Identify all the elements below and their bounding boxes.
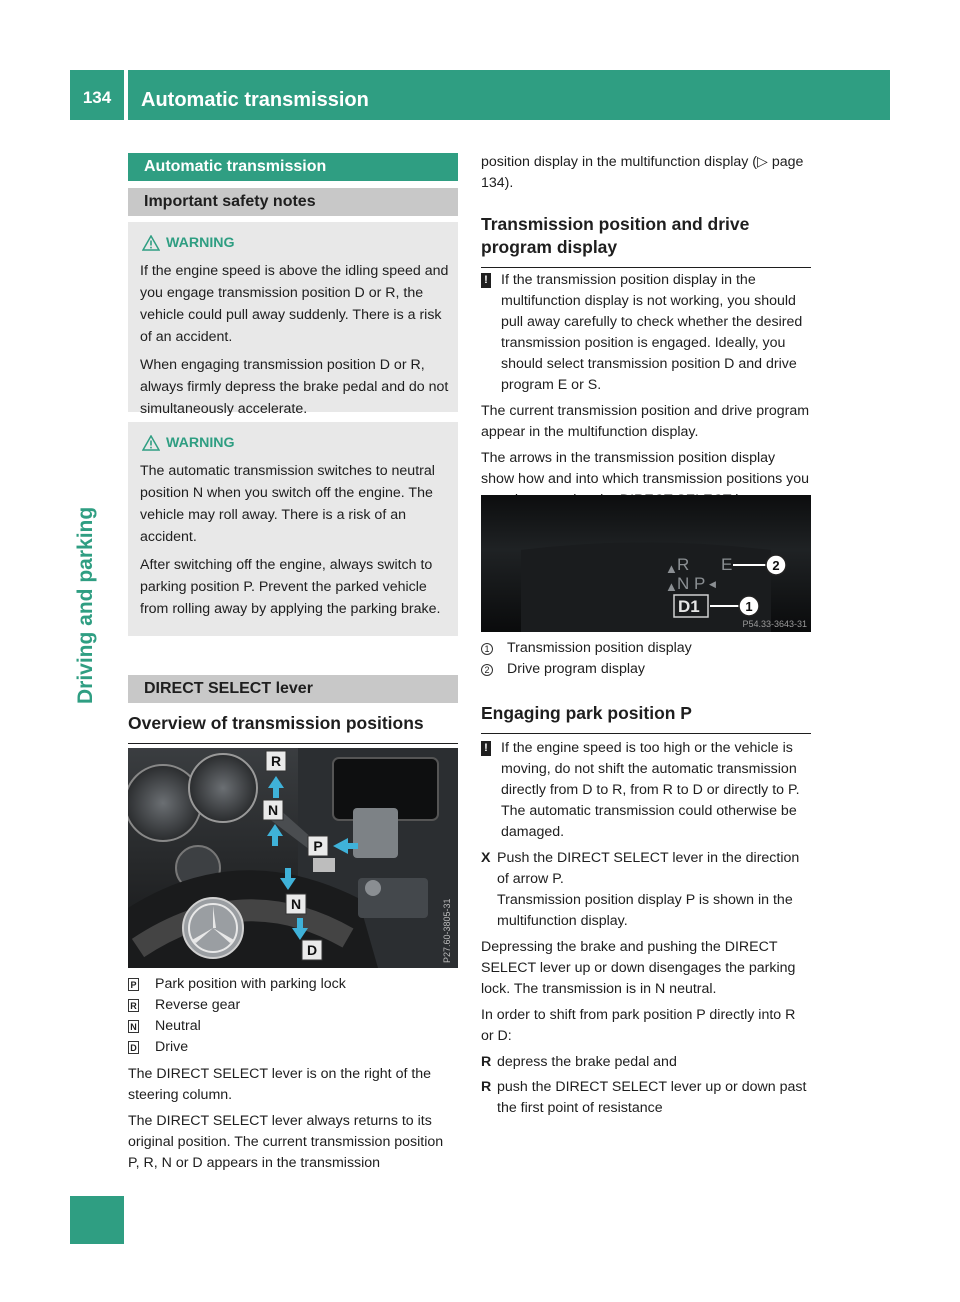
list-item-text: push the DIRECT SELECT lever up or down past the first point of resistance: [497, 1079, 807, 1116]
svg-text:▲: ▲: [665, 579, 678, 594]
warning-label: WARNING: [166, 235, 235, 251]
list-item: [481, 1052, 811, 1073]
warning-text: When engaging transmission position D or R, always firmly depress the brake pedal and do not simultaneously accelerate.: [140, 357, 449, 417]
caution-icon: !: [481, 273, 491, 288]
svg-text:◀: ◀: [709, 579, 716, 589]
legend-key-icon: P: [128, 978, 139, 991]
warning-box-1: [128, 222, 458, 417]
paragraph: The arrows in the transmission position display show how and into which transmission positions you: [481, 450, 810, 487]
bullet-icon: R: [481, 1079, 492, 1095]
image-code: P54.33-3643-31: [742, 619, 807, 629]
caution-icon: !: [481, 741, 491, 756]
display-photo: [481, 495, 811, 632]
legend-key-icon: N: [128, 1020, 139, 1033]
paragraph: position display in the multifunction display (▷ page 134).: [481, 154, 804, 191]
legend-item: [128, 974, 458, 995]
legend-text: Drive program display: [507, 661, 645, 677]
legend-item: [481, 659, 811, 680]
overview-heading: Overview of transmission positions: [128, 713, 424, 733]
heading-rule: [128, 743, 458, 744]
legend-text: Park position with parking lock: [155, 976, 346, 992]
callout-legend: [481, 638, 811, 680]
image-code: P27.60-3805-31: [442, 898, 452, 963]
legend-text: Transmission position display: [507, 640, 692, 656]
callout-number-icon: 2: [481, 664, 493, 676]
heading-rule: [481, 267, 811, 268]
callout-1: 1: [745, 599, 753, 614]
lever-description: [128, 1064, 458, 1179]
section-heading: Transmission position and drive program display: [481, 214, 750, 257]
warning-heading: [166, 432, 450, 454]
heading2-wrap: [481, 702, 811, 734]
legend-item: [128, 1016, 458, 1037]
continued-text: [481, 152, 811, 199]
warning-icon: [142, 235, 160, 258]
heading-rule: [481, 733, 811, 734]
side-tab-marker: [70, 1196, 124, 1244]
legend-item: [481, 638, 811, 659]
warning-text: After switching off the engine, always switch to parking position P. Prevent the parked vehicle from rolling away by applying the parking brake.: [140, 557, 441, 617]
legend-item: [128, 995, 458, 1016]
position-legend: [128, 974, 458, 1058]
display-row1: R: [677, 555, 690, 574]
step-text: Push the DIRECT SELECT lever in the direction of arrow P.: [497, 850, 800, 887]
warning-text: If the engine speed is above the idling speed and you engage transmission position D or R, the vehicle could pull away suddenly. There is a risk of an accident.: [140, 263, 449, 345]
note-text: If the transmission position display in the multifunction display is not working, you should pull away carefully to check whether the desired transmission position is engaged. Ideally, you should select transmission position D and drive program E or S.: [501, 272, 803, 393]
header-separator: [124, 70, 128, 120]
right-body-1: [481, 270, 811, 516]
warning-icon: [142, 435, 160, 458]
warning-heading: [166, 232, 450, 254]
subsection-title: Important safety notes: [128, 188, 458, 216]
legend-text: Reverse gear: [155, 997, 241, 1013]
page-number: 134: [82, 88, 112, 107]
warning-label: WARNING: [166, 435, 235, 451]
callout-2: 2: [772, 558, 780, 573]
step-result: Transmission position display P is shown in the multifunction display.: [497, 892, 793, 929]
warning-text: The automatic transmission switches to neutral position N when you switch off the engine. The vehicle may roll away. There is a risk of an accident.: [140, 463, 435, 545]
lever-label-r: R: [270, 753, 282, 769]
list-item-text: depress the brake pedal and: [497, 1054, 677, 1070]
lever-label-n-up: N: [267, 802, 279, 818]
section-heading: Engaging park position P: [481, 703, 692, 723]
caution-note: [481, 270, 811, 396]
paragraph: The current transmission position and drive program appear in the multifunction display.: [481, 403, 810, 440]
instruction-step: [481, 848, 811, 932]
list-item: [481, 1077, 811, 1119]
legend-key-icon: R: [128, 999, 139, 1012]
warning-box-2: [128, 422, 458, 636]
paragraph: Depressing the brake and pushing the DIRECT SELECT lever up or down disengages the parking lock. The transmission is in N neutral.: [481, 939, 796, 997]
legend-text: Neutral: [155, 1018, 201, 1034]
right-body-2: [481, 738, 811, 1119]
note-text: If the engine speed is too high or the vehicle is moving, do not shift the automatic transmission directly from D to R, from R to D or directly to P. The automatic transmission could otherwise be damaged.: [501, 740, 800, 840]
legend-item: [128, 1037, 458, 1058]
direct-select-title: DIRECT SELECT lever: [128, 675, 458, 703]
callout-number-icon: 1: [481, 643, 493, 655]
page-title: Automatic transmission: [141, 89, 369, 111]
paragraph: The DIRECT SELECT lever always returns to its original position. The current transmission position P, R, N or D appears in the transmission: [128, 1113, 444, 1171]
legend-key-icon: D: [128, 1041, 139, 1054]
legend-text: Drive: [155, 1039, 189, 1055]
lever-photo: [128, 748, 458, 968]
heading1-wrap: [481, 213, 811, 268]
svg-text:▲: ▲: [665, 561, 678, 576]
step-arrow-icon: X: [481, 850, 491, 866]
section-title: Automatic transmission: [128, 153, 458, 181]
overview-heading-wrap: [128, 712, 458, 744]
side-tab-label: Driving and parking: [74, 506, 97, 704]
lever-label-p: P: [313, 838, 323, 854]
lever-label-n-down: N: [290, 896, 302, 912]
caution-note: [481, 738, 811, 843]
display-row2: N P: [677, 574, 706, 593]
display-current-gear: D1: [678, 597, 700, 616]
paragraph: The DIRECT SELECT lever is on the right of the steering column.: [128, 1066, 432, 1103]
paragraph: In order to shift from park position P directly into R or D:: [481, 1007, 796, 1044]
bullet-icon: R: [481, 1054, 492, 1070]
display-program: E: [721, 555, 733, 574]
lever-label-d: D: [306, 942, 318, 958]
